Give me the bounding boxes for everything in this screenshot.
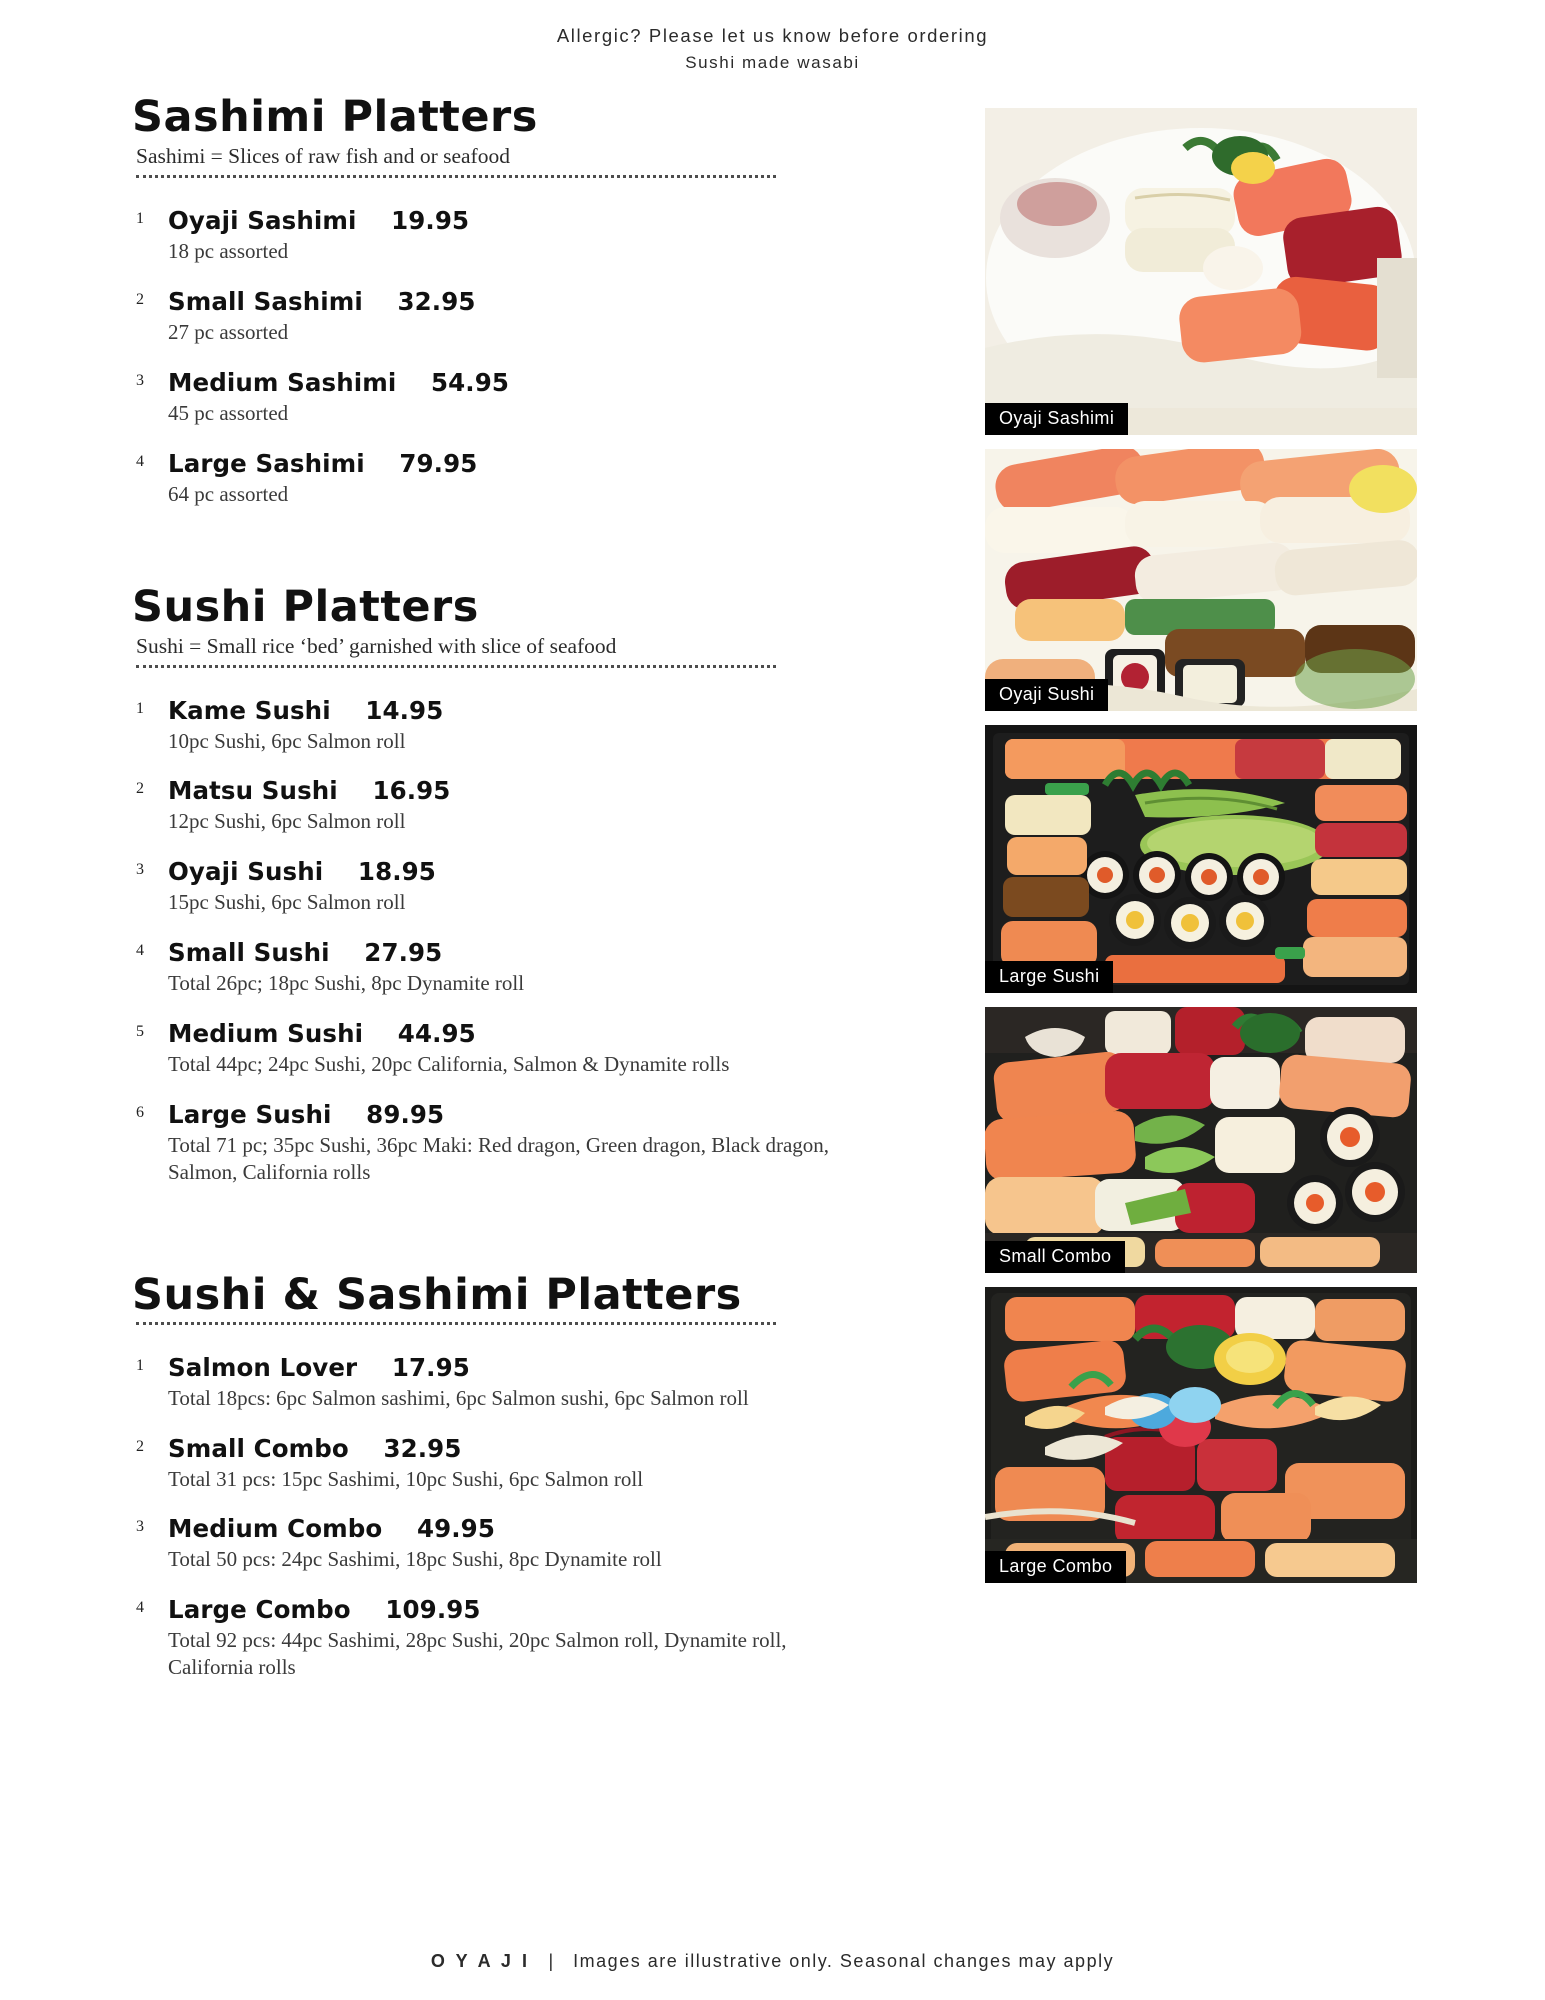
item-name-row: [168, 1353, 908, 1382]
item-description: 45 pc assorted: [168, 400, 289, 425]
item-name: Medium Combo: [168, 1514, 383, 1544]
item-price: 16.95: [372, 776, 451, 806]
allergy-notice: [0, 0, 1545, 75]
item-name: Large Combo: [168, 1595, 351, 1625]
item-price: 44.95: [397, 1019, 476, 1048]
menu-item[interactable]: [108, 1353, 908, 1412]
item-name-row: [168, 206, 908, 235]
photo-caption: Large Combo: [985, 1551, 1126, 1583]
footer-separator: |: [548, 1951, 555, 1971]
section-divider: [136, 1322, 776, 1325]
item-name: Oyaji Sushi: [168, 857, 324, 887]
item-number: 1: [136, 1356, 144, 1374]
item-name: Small Sushi: [168, 938, 330, 968]
item-number: 6: [136, 1103, 144, 1121]
menu-item[interactable]: [108, 1434, 908, 1493]
allergy-notice-line-1: Allergic? Please let us know before ordering: [556, 25, 989, 46]
footer-brand: O Y A J I: [430, 1951, 530, 1971]
item-name: Large Sashimi: [168, 448, 365, 478]
item-name: Large Sushi: [168, 1099, 332, 1129]
menu-sections: [108, 92, 908, 1703]
item-name-row: [168, 368, 908, 397]
item-number: 3: [136, 371, 144, 389]
item-name: Small Combo: [168, 1433, 349, 1463]
item-description: 64 pc assorted: [168, 481, 289, 506]
item-price: 54.95: [431, 367, 510, 397]
photo-caption: Oyaji Sashimi: [985, 403, 1128, 435]
spacer: [108, 1208, 908, 1270]
menu-item[interactable]: [108, 1100, 908, 1186]
item-name-row: [168, 696, 908, 725]
section-title: Sushi Platters: [132, 581, 479, 632]
item-description: 12pc Sushi, 6pc Salmon roll: [168, 809, 406, 834]
section-sashimi-platters: [108, 92, 908, 508]
item-price: 14.95: [365, 695, 444, 725]
item-price: 32.95: [397, 286, 476, 316]
section-title: Sushi & Sashimi Platters: [132, 1269, 742, 1320]
item-name-row: [168, 1514, 908, 1543]
photo-caption: Small Combo: [985, 1241, 1125, 1273]
item-description: 18 pc assorted: [168, 239, 289, 263]
footer: [0, 1951, 1545, 1972]
menu-item[interactable]: [108, 287, 908, 346]
item-number: 3: [136, 1518, 144, 1536]
section-subtitle: Sushi = Small rice ‘bed’ garnished with slice of seafood: [136, 633, 617, 658]
item-number: 1: [136, 699, 144, 717]
item-price: 18.95: [357, 857, 436, 887]
menu-item[interactable]: [108, 1019, 908, 1078]
menu-item[interactable]: [108, 368, 908, 427]
spacer: [108, 530, 908, 582]
item-name-row: [168, 776, 908, 805]
photo-illustration: [985, 449, 1417, 711]
photo-small-combo: [985, 1007, 1417, 1273]
item-description: 10pc Sushi, 6pc Salmon roll: [168, 728, 406, 753]
section-title: Sashimi Platters: [132, 92, 538, 142]
section-divider: [136, 665, 776, 668]
item-number: 4: [136, 942, 144, 960]
photo-oyaji-sushi: [985, 449, 1417, 711]
photo-caption: Oyaji Sushi: [985, 679, 1108, 711]
item-name-row: [168, 287, 908, 316]
photo-oyaji-sashimi: [985, 108, 1417, 435]
item-name: Kame Sushi: [168, 695, 331, 725]
photo-large-combo: [985, 1287, 1417, 1583]
item-number: 3: [136, 861, 144, 879]
item-number: 5: [136, 1023, 144, 1040]
item-number: 1: [136, 210, 144, 227]
menu-item[interactable]: [108, 449, 908, 508]
photo-illustration: [985, 108, 1417, 435]
item-number: 4: [136, 1599, 144, 1617]
item-number: 4: [136, 452, 144, 470]
item-name: Oyaji Sashimi: [168, 206, 357, 235]
item-name-row: [168, 938, 908, 967]
item-name: Medium Sashimi: [168, 367, 397, 397]
item-price: 27.95: [364, 938, 443, 968]
allergy-notice-line-2: Sushi made wasabi: [685, 52, 860, 72]
item-name-row: [168, 857, 908, 886]
item-name-row: [168, 1595, 908, 1624]
photo-illustration: [985, 1287, 1417, 1583]
menu-item[interactable]: [108, 776, 908, 835]
footer-note: Images are illustrative only. Seasonal changes may apply: [573, 1951, 1115, 1971]
item-description: Total 44pc; 24pc Sushi, 20pc California, Salmon & Dynamite rolls: [168, 1052, 730, 1076]
item-description: Total 18pcs: 6pc Salmon sashimi, 6pc Salmon sushi, 6pc Salmon roll: [168, 1385, 749, 1410]
item-name-row: [168, 1100, 908, 1129]
section-subtitle: Sashimi = Slices of raw fish and or seafood: [136, 144, 510, 168]
item-price: 17.95: [391, 1352, 470, 1382]
item-description: Total 92 pcs: 44pc Sashimi, 28pc Sushi, 20pc Salmon roll, Dynamite roll, California rolls: [168, 1628, 787, 1680]
menu-item[interactable]: [108, 206, 908, 265]
menu-item[interactable]: [108, 938, 908, 997]
item-name: Small Sashimi: [168, 286, 363, 316]
item-name: Matsu Sushi: [168, 776, 338, 806]
item-description: Total 26pc; 18pc Sushi, 8pc Dynamite roll: [168, 971, 525, 996]
menu-item[interactable]: [108, 857, 908, 916]
item-description: 27 pc assorted: [168, 319, 289, 344]
section-sushi-and-sashimi-platters: [108, 1270, 908, 1681]
menu-item[interactable]: [108, 696, 908, 755]
item-description: Total 50 pcs: 24pc Sashimi, 18pc Sushi, 8pc Dynamite roll: [168, 1547, 662, 1572]
item-price: 19.95: [391, 206, 470, 235]
item-name-row: [168, 1019, 908, 1048]
section-sushi-platters: [108, 582, 908, 1186]
item-description: Total 31 pcs: 15pc Sashimi, 10pc Sushi, 6pc Salmon roll: [168, 1466, 644, 1491]
item-number: 2: [136, 1437, 144, 1455]
photo-illustration: [985, 725, 1417, 993]
item-price: 89.95: [366, 1099, 445, 1129]
item-number: 2: [136, 290, 144, 308]
item-price: 109.95: [385, 1595, 481, 1625]
item-price: 79.95: [399, 448, 478, 478]
section-divider: [136, 175, 776, 178]
item-price: 32.95: [383, 1433, 462, 1463]
menu-item[interactable]: [108, 1595, 908, 1681]
item-description: 15pc Sushi, 6pc Salmon roll: [168, 890, 406, 915]
item-name: Salmon Lover: [168, 1352, 358, 1382]
photo-gallery: [985, 108, 1417, 1597]
photo-caption: Large Sushi: [985, 961, 1113, 993]
item-number: 2: [136, 780, 144, 798]
item-name-row: [168, 1434, 908, 1463]
item-price: 49.95: [416, 1514, 495, 1544]
photo-illustration: [985, 1007, 1417, 1273]
menu-item[interactable]: [108, 1514, 908, 1573]
item-description: Total 71 pc; 35pc Sushi, 36pc Maki: Red dragon, Green dragon, Black dragon, Salmon, California rolls: [168, 1132, 830, 1184]
item-name-row: [168, 449, 908, 478]
photo-large-sushi: [985, 725, 1417, 993]
item-name: Medium Sushi: [168, 1019, 364, 1048]
